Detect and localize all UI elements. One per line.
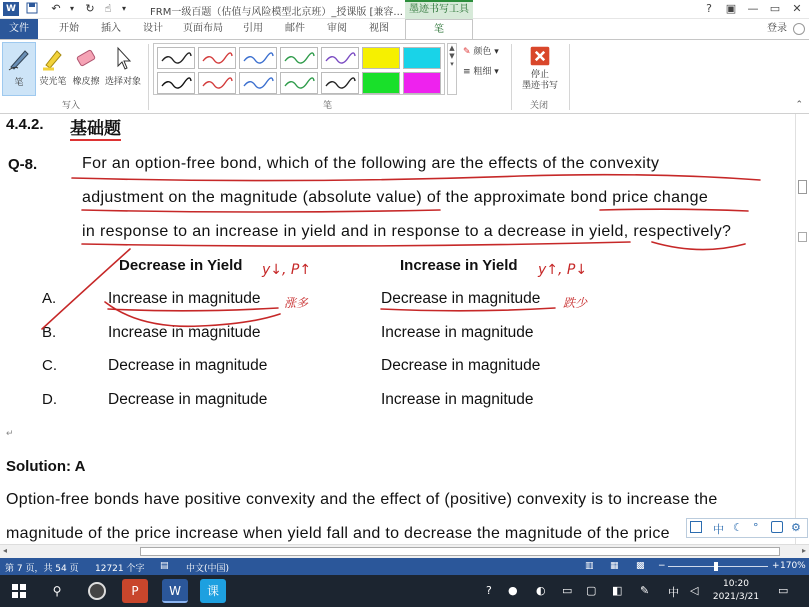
- page-count[interactable]: 第 7 页，共 54 页: [5, 564, 79, 574]
- ink-annotations[interactable]: [0, 114, 795, 544]
- status-bar: [0, 558, 809, 575]
- system-clock[interactable]: [712, 578, 760, 604]
- tab-design[interactable]: 设计: [143, 23, 163, 34]
- explanation-line-2: magnitude of the price increase when yield fall and to decrease the magnitude of the price: [6, 525, 670, 542]
- tab-references[interactable]: 引用: [243, 23, 263, 34]
- option-d-decrease: Decrease in magnitude: [108, 391, 268, 408]
- highlighter-swatch[interactable]: [362, 47, 400, 69]
- undo-icon[interactable]: ↶: [51, 2, 61, 15]
- windows-taskbar: [0, 575, 809, 607]
- minimize-button[interactable]: —: [747, 2, 759, 15]
- horizontal-scrollbar[interactable]: [0, 544, 809, 558]
- zoom-percent[interactable]: 170%: [780, 561, 806, 571]
- punctuation-icon[interactable]: °: [753, 521, 759, 534]
- ink-underline: [600, 209, 748, 211]
- ink-note: 涨多: [284, 296, 309, 310]
- ink-toolbar-icon[interactable]: [690, 521, 702, 533]
- stop-icon: [529, 45, 551, 67]
- close-group-label: 关闭: [530, 101, 549, 111]
- pen-tray-icon[interactable]: ✎: [640, 584, 650, 597]
- web-layout-icon[interactable]: ▩: [636, 561, 645, 571]
- ink-underline: [72, 175, 760, 181]
- group-separator: [511, 44, 512, 110]
- tab-page-layout[interactable]: 页面布局: [183, 23, 223, 34]
- pen-swatch[interactable]: [157, 47, 195, 69]
- ribbon: [0, 39, 809, 114]
- section-number: 4.4.2.: [6, 116, 44, 133]
- ink-underline: [82, 242, 630, 246]
- pointer-icon: [110, 45, 136, 71]
- powerpoint-app-icon[interactable]: P: [122, 579, 148, 603]
- classroom-app-icon[interactable]: 课: [200, 579, 226, 603]
- redo-icon[interactable]: ↻: [85, 2, 95, 15]
- horizontal-scroll-thumb[interactable]: [140, 547, 780, 556]
- tray-app-icon[interactable]: ◐: [536, 584, 546, 597]
- search-icon[interactable]: ⚲: [52, 584, 62, 598]
- tab-home[interactable]: 开始: [59, 23, 79, 34]
- clock-date: 2021/3/21: [712, 592, 760, 602]
- pen-swatch[interactable]: [198, 47, 236, 69]
- moon-icon[interactable]: ☾: [733, 521, 743, 534]
- language-indicator[interactable]: 中文(中国): [186, 564, 230, 574]
- help-tray-icon[interactable]: ?: [486, 584, 492, 597]
- vertical-scrollbar[interactable]: [795, 114, 809, 544]
- option-letter: A.: [42, 290, 57, 307]
- question-line-1: For an option-free bond, which of the following are the effects of the convexity: [82, 155, 660, 172]
- explanation-line-1: Option-free bonds have positive convexity and the effect of (positive) convexity is to increase the: [6, 491, 718, 508]
- ink-underline: [381, 308, 555, 311]
- ink-note: 跌少: [563, 296, 588, 310]
- gallery-scroll[interactable]: ▲ ▼ ▾: [447, 43, 457, 95]
- option-d-increase: Increase in magnitude: [381, 391, 534, 408]
- highlighter-button[interactable]: [38, 42, 68, 96]
- ink-tools-context-title: 墨迹书写工具: [405, 0, 473, 19]
- obs-app-icon[interactable]: [84, 579, 110, 603]
- paragraph-mark: ↵: [6, 428, 14, 438]
- scroll-up-button[interactable]: [798, 232, 807, 242]
- pen-tool-button[interactable]: [2, 42, 36, 96]
- document-title: FRM一级百题（估值与风险模型北京班）_授课版 [兼容...: [150, 7, 403, 18]
- tab-file[interactable]: 文件: [0, 19, 38, 39]
- ribbon-display-options-icon[interactable]: ▣: [725, 2, 737, 15]
- pen-tool-label: 笔: [14, 78, 24, 88]
- vertical-scroll-thumb[interactable]: [798, 180, 807, 194]
- pen-swatch[interactable]: [321, 72, 359, 94]
- ink-underline: [652, 242, 745, 250]
- sign-in-link[interactable]: 登录: [767, 23, 787, 34]
- clock-time: 10:20: [723, 579, 749, 589]
- tab-mailings[interactable]: 邮件: [285, 23, 305, 34]
- read-mode-icon[interactable]: ▥: [585, 561, 594, 571]
- ink-underline: [108, 308, 278, 311]
- pen-group-label: 笔: [323, 101, 333, 111]
- collapse-ribbon-icon[interactable]: ⌃: [795, 100, 803, 110]
- highlighter-swatch[interactable]: [403, 72, 441, 94]
- pen-color-label: 颜色: [473, 47, 492, 57]
- word-taskbar-icon[interactable]: W: [162, 579, 188, 603]
- pen-swatch[interactable]: [198, 72, 236, 94]
- pen-swatch[interactable]: [239, 47, 277, 69]
- option-letter: D.: [42, 391, 57, 408]
- word-app-icon[interactable]: W: [3, 2, 19, 16]
- pen-color-option[interactable]: ✎ 颜色 ▾: [463, 47, 499, 57]
- select-objects-label: 选择对象: [104, 77, 141, 87]
- ink-underline: [82, 210, 440, 212]
- pen-icon: [6, 46, 32, 72]
- zoom-slider[interactable]: [668, 566, 768, 567]
- ink-note: y↓, P↑: [262, 262, 312, 278]
- title-bar: [0, 0, 809, 19]
- account-icon[interactable]: [793, 23, 805, 35]
- scroll-right-icon[interactable]: ▸: [801, 546, 806, 555]
- group-separator: [569, 44, 570, 110]
- word-count[interactable]: 12721 个字: [95, 564, 145, 574]
- eraser-icon: [73, 45, 99, 71]
- ribbon-tab-bar: [0, 19, 809, 39]
- tray-app-icon[interactable]: ◧: [612, 584, 623, 597]
- tab-view[interactable]: 视图: [369, 23, 389, 34]
- pen-swatch[interactable]: [321, 47, 359, 69]
- touch-mode-icon[interactable]: ☝: [104, 2, 112, 15]
- pen-thickness-option[interactable]: ≡ 粗细 ▾: [463, 67, 499, 77]
- touchpad-icon[interactable]: ▢: [586, 584, 597, 597]
- option-letter: B.: [42, 324, 57, 341]
- ink-checkmark: [42, 249, 130, 329]
- pen-swatch[interactable]: [157, 72, 195, 94]
- question-number: Q-8.: [8, 156, 38, 173]
- zoom-out-icon[interactable]: −: [658, 561, 666, 571]
- undo-dropdown-icon[interactable]: ▾: [69, 4, 74, 13]
- scroll-left-icon[interactable]: ◂: [3, 546, 8, 555]
- volume-icon[interactable]: ◁: [690, 584, 699, 597]
- print-layout-icon[interactable]: ▦: [610, 561, 619, 571]
- solution-label: Solution: A: [6, 458, 86, 475]
- select-objects-button[interactable]: [102, 42, 144, 96]
- write-group-label: 写入: [62, 101, 81, 111]
- pen-swatch[interactable]: [239, 72, 277, 94]
- windows-start-icon[interactable]: [6, 579, 32, 603]
- zoom-in-icon[interactable]: +: [772, 561, 780, 571]
- section-title: 基础题: [70, 114, 121, 141]
- eraser-label: 橡皮擦: [72, 77, 100, 87]
- option-b-decrease: Increase in magnitude: [108, 324, 261, 341]
- option-letter: C.: [42, 357, 57, 374]
- option-b-increase: Increase in magnitude: [381, 324, 534, 341]
- option-a-increase: Decrease in magnitude: [381, 290, 541, 307]
- pen-swatch[interactable]: [280, 72, 318, 94]
- tab-pen[interactable]: 笔: [405, 19, 473, 39]
- stop-inking-label: 停止 墨迹书写: [521, 70, 558, 91]
- pen-swatch[interactable]: [280, 47, 318, 69]
- column-header-decrease: Decrease in Yield: [119, 257, 243, 274]
- pen-thickness-label: 粗细: [473, 67, 492, 77]
- zoom-slider-knob[interactable]: [714, 562, 718, 571]
- question-line-2: adjustment on the magnitude (absolute value) of the approximate bond price change: [82, 189, 709, 206]
- column-header-increase: Increase in Yield: [400, 257, 518, 274]
- ime-indicator[interactable]: 中: [668, 586, 679, 599]
- eraser-button[interactable]: [70, 42, 102, 96]
- stop-inking-button[interactable]: [515, 42, 565, 96]
- tab-review[interactable]: 审阅: [327, 23, 347, 34]
- document-canvas[interactable]: [0, 114, 795, 544]
- ink-circle: [105, 302, 280, 326]
- tray-app-icon[interactable]: ●: [508, 584, 518, 597]
- pen-gallery: [153, 43, 445, 95]
- option-c-increase: Decrease in magnitude: [381, 357, 541, 374]
- ime-mode-icon[interactable]: 中: [713, 523, 724, 536]
- settings-icon[interactable]: ⚙: [791, 521, 801, 534]
- restore-button[interactable]: ▭: [769, 2, 781, 15]
- question-line-3: in response to an increase in yield and in response to a decrease in yield, respectively?: [82, 223, 732, 240]
- tab-insert[interactable]: 插入: [101, 23, 121, 34]
- thickness-icon: ≡: [463, 67, 471, 77]
- group-separator: [148, 44, 149, 110]
- close-button[interactable]: ✕: [792, 2, 802, 15]
- keyboard-icon[interactable]: [771, 521, 783, 533]
- help-button[interactable]: ?: [706, 2, 712, 15]
- color-swatch-icon: ✎: [463, 47, 471, 57]
- notification-icon[interactable]: ▭: [778, 584, 789, 597]
- option-a-decrease: Increase in magnitude: [108, 290, 261, 307]
- option-c-decrease: Decrease in magnitude: [108, 357, 268, 374]
- highlighter-swatch[interactable]: [403, 47, 441, 69]
- customize-toolbar-icon[interactable]: ▾: [121, 4, 126, 13]
- highlighter-swatch[interactable]: [362, 72, 400, 94]
- floating-ime-toolbar: [686, 518, 808, 538]
- battery-icon[interactable]: ▭: [562, 584, 573, 597]
- highlighter-label: 荧光笔: [39, 77, 67, 87]
- save-icon[interactable]: [24, 2, 40, 16]
- highlighter-icon: [40, 45, 66, 71]
- proofing-icon[interactable]: ▤: [160, 561, 169, 571]
- ink-note: y↑, P↓: [538, 262, 588, 278]
